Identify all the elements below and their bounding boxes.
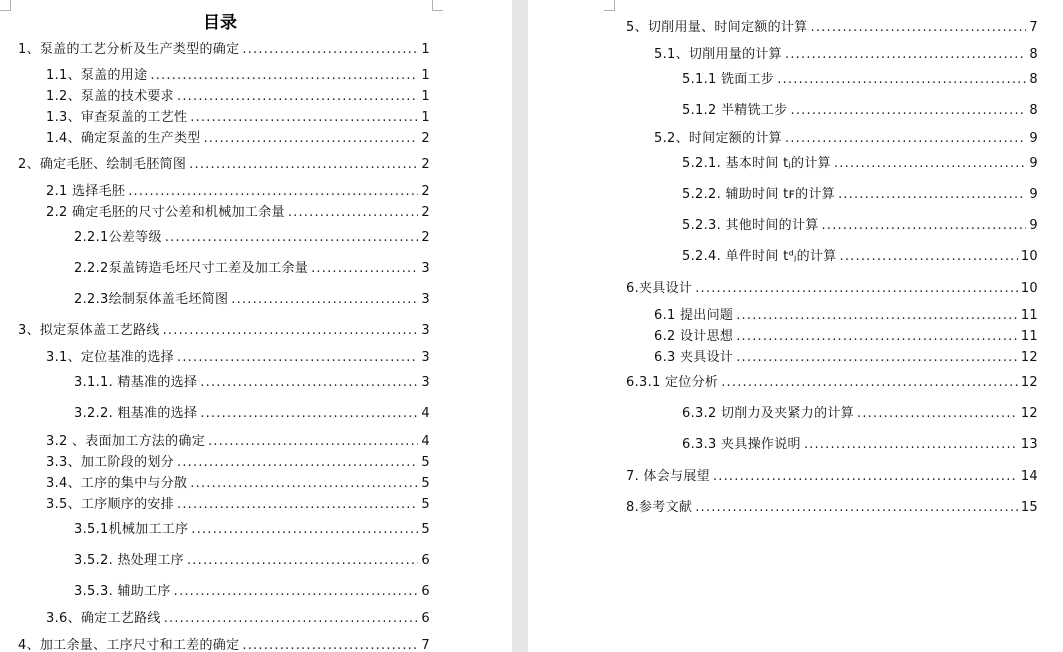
toc-entry[interactable] [46, 472, 430, 491]
toc-entry-label: 5.1.2 半精铣工步 [682, 103, 788, 118]
toc-entry[interactable] [682, 214, 1038, 233]
toc-dot-leader [736, 329, 1018, 344]
toc-entry-label: 8.参考文献 [626, 500, 693, 515]
toc-entry-label: 3、拟定泵体盖工艺路线 [18, 323, 160, 338]
toc-entry-label: 5.2.3. 其他时间的计算 [682, 218, 819, 233]
toc-entry-label: 5.1、切削用量的计算 [654, 47, 782, 62]
toc-entry-label: 5.1.1 铣面工步 [682, 72, 775, 87]
toc-entry[interactable] [46, 346, 430, 365]
toc-entry-label: 5.2、时间定额的计算 [654, 131, 782, 146]
document-page-left [0, 0, 512, 652]
toc-entry[interactable] [46, 451, 430, 470]
toc-dot-leader [242, 42, 418, 57]
toc-page-number: 15 [1020, 500, 1038, 515]
toc-entry-label: 1、泵盖的工艺分析及生产类型的确定 [18, 42, 240, 57]
toc-entry-label: 3.1、定位基准的选择 [46, 350, 174, 365]
toc-entry[interactable] [654, 304, 1038, 323]
toc-dot-leader [177, 350, 418, 365]
toc-entry-label: 6.3.1 定位分析 [626, 375, 719, 390]
toc-page-number: 10 [1020, 281, 1038, 296]
toc-entry-label: 6.3 夹具设计 [654, 350, 734, 365]
toc-page-number: 3 [421, 350, 430, 365]
toc-entry-label: 5.2.4. 单件时间 tᵈⱼ的计算 [682, 249, 837, 264]
toc-dot-leader [200, 375, 418, 390]
toc-dot-leader [187, 553, 418, 568]
toc-entry-label: 3.3、加工阶段的划分 [46, 455, 174, 470]
toc-title: 目录 [203, 13, 237, 33]
toc-entry[interactable] [682, 68, 1038, 87]
toc-dot-leader [857, 406, 1018, 421]
toc-page-number: 1 [421, 68, 430, 83]
toc-dot-leader [777, 72, 1026, 87]
toc-entry-label: 3.1.1. 精基准的选择 [74, 375, 198, 390]
toc-entry[interactable] [654, 346, 1038, 365]
toc-entry[interactable] [626, 496, 1038, 515]
toc-entry[interactable] [654, 43, 1038, 62]
toc-entry[interactable] [18, 153, 430, 172]
toc-page-number: 5 [421, 497, 430, 512]
toc-dot-leader [164, 611, 419, 626]
toc-entry[interactable] [682, 245, 1038, 264]
toc-page-number: 8 [1029, 47, 1038, 62]
toc-dot-leader [713, 469, 1018, 484]
toc-dot-leader [163, 323, 419, 338]
toc-dot-leader [177, 455, 418, 470]
toc-page-number: 7 [421, 638, 430, 652]
toc-entry-label: 6.3.3 夹具操作说明 [682, 437, 801, 452]
toc-entry-label: 2.2 确定毛胚的尺寸公差和机械加工余量 [46, 205, 285, 220]
toc-entry[interactable] [46, 180, 430, 199]
toc-entry[interactable] [74, 288, 430, 307]
toc-dot-leader [721, 375, 1018, 390]
toc-page-number: 4 [421, 434, 430, 449]
toc-entry-label: 5、切削用量、时间定额的计算 [626, 20, 808, 35]
toc-entry[interactable] [682, 183, 1038, 202]
toc-entry[interactable] [626, 371, 1038, 390]
toc-dot-leader [804, 437, 1018, 452]
toc-entry[interactable] [74, 257, 430, 276]
toc-entry-label: 1.2、泵盖的技术要求 [46, 89, 174, 104]
toc-entry-label: 3.5.1机械加工工序 [74, 522, 189, 537]
toc-entry[interactable] [74, 371, 430, 390]
toc-entry[interactable] [682, 152, 1038, 171]
toc-entry[interactable] [18, 38, 430, 57]
toc-dot-leader [242, 638, 418, 652]
toc-page-number: 8 [1029, 103, 1038, 118]
toc-entry-label: 2.2.3绘制泵体盖毛坯简图 [74, 292, 229, 307]
toc-page-number: 2 [421, 131, 430, 146]
toc-entry[interactable] [654, 127, 1038, 146]
page-corner-mark [604, 0, 615, 11]
toc-page-number: 3 [421, 261, 430, 276]
toc-dot-leader [785, 131, 1026, 146]
toc-entry-label: 6.2 设计思想 [654, 329, 734, 344]
toc-entry-label: 3.2.2. 粗基准的选择 [74, 406, 198, 421]
toc-page-number: 13 [1020, 437, 1038, 452]
toc-dot-leader [204, 131, 419, 146]
toc-entry-label: 4、加工余量、工序尺寸和工差的确定 [18, 638, 240, 652]
toc-entry[interactable] [18, 319, 430, 338]
toc-dot-leader [165, 230, 419, 245]
toc-page-number: 6 [421, 584, 430, 599]
toc-dot-leader [311, 261, 418, 276]
toc-entry-label: 6.3.2 切削力及夹紧力的计算 [682, 406, 855, 421]
toc-entry-label: 7. 体会与展望 [626, 469, 710, 484]
toc-page-number: 5 [421, 455, 430, 470]
toc-entry[interactable] [74, 549, 430, 568]
toc-page-number: 14 [1020, 469, 1038, 484]
toc-entry[interactable] [682, 402, 1038, 421]
toc-entry-label: 3.6、确定工艺路线 [46, 611, 161, 626]
toc-page-number: 3 [421, 375, 430, 390]
toc-dot-leader [208, 434, 418, 449]
toc-dot-leader [150, 68, 418, 83]
toc-page-number: 9 [1029, 156, 1038, 171]
toc-dot-leader [840, 249, 1018, 264]
toc-dot-leader [177, 497, 418, 512]
toc-page-number: 10 [1020, 249, 1038, 264]
toc-dot-leader [177, 89, 418, 104]
toc-entry[interactable] [682, 99, 1038, 118]
toc-entry-label: 3.4、工序的集中与分散 [46, 476, 188, 491]
toc-entry-label: 6.夹具设计 [626, 281, 693, 296]
toc-dot-leader [736, 350, 1018, 365]
toc-dot-leader [785, 47, 1026, 62]
toc-page-number: 11 [1020, 308, 1038, 323]
toc-page-number: 9 [1029, 187, 1038, 202]
toc-entry[interactable] [626, 277, 1038, 296]
toc-page-number: 12 [1020, 406, 1038, 421]
toc-entry-label: 3.2 、表面加工方法的确定 [46, 434, 206, 449]
toc-page-number: 4 [421, 406, 430, 421]
toc-page-number: 3 [421, 323, 430, 338]
toc-entry-label: 1.3、审查泵盖的工艺性 [46, 110, 188, 125]
toc-dot-leader [695, 500, 1018, 515]
toc-page-number: 1 [421, 42, 430, 57]
toc-dot-leader [695, 281, 1018, 296]
toc-dot-leader [190, 110, 418, 125]
document-page-right [528, 0, 1063, 652]
toc-entry-label: 1.4、确定泵盖的生产类型 [46, 131, 201, 146]
toc-entry-label: 2.1 选择毛胚 [46, 184, 126, 199]
toc-entry[interactable] [46, 85, 430, 104]
toc-page-number: 9 [1029, 218, 1038, 233]
toc-entry-label: 3.5.3. 辅助工序 [74, 584, 171, 599]
toc-dot-leader [128, 184, 418, 199]
toc-dot-leader [190, 476, 418, 491]
toc-entry-label: 5.2.1. 基本时间 tⱼ的计算 [682, 156, 831, 171]
toc-dot-leader [288, 205, 419, 220]
toc-page-number: 1 [421, 89, 430, 104]
toc-entry-label: 2、确定毛胚、绘制毛胚简图 [18, 157, 187, 172]
toc-page-number: 5 [421, 522, 430, 537]
toc-entry-label: 5.2.2. 辅助时间 tꜰ的计算 [682, 187, 836, 202]
toc-page-number: 2 [421, 157, 430, 172]
toc-dot-leader [174, 584, 419, 599]
toc-dot-leader [191, 522, 418, 537]
toc-page-number: 8 [1029, 72, 1038, 87]
toc-page-number: 12 [1020, 350, 1038, 365]
toc-dot-leader [838, 187, 1026, 202]
toc-page-number: 6 [421, 553, 430, 568]
toc-entry-label: 2.2.2泵盖铸造毛坯尺寸工差及加工余量 [74, 261, 309, 276]
toc-entry[interactable] [46, 607, 430, 626]
toc-entry[interactable] [18, 634, 430, 652]
toc-entry[interactable] [46, 127, 430, 146]
toc-page-number: 6 [421, 611, 430, 626]
toc-page-number: 1 [421, 110, 430, 125]
toc-entry[interactable] [74, 580, 430, 599]
toc-page-number: 2 [421, 184, 430, 199]
toc-entry[interactable] [74, 226, 430, 245]
toc-entry-label: 3.5、工序顺序的安排 [46, 497, 174, 512]
toc-dot-leader [822, 218, 1027, 233]
toc-entry[interactable] [46, 430, 430, 449]
toc-page-number: 3 [421, 292, 430, 307]
toc-entry-label: 6.1 提出问题 [654, 308, 734, 323]
toc-entry[interactable] [46, 106, 430, 125]
toc-entry-label: 2.2.1公差等级 [74, 230, 162, 245]
toc-dot-leader [834, 156, 1026, 171]
toc-entry[interactable] [74, 402, 430, 421]
toc-entry[interactable] [626, 16, 1038, 35]
toc-page-number: 7 [1029, 20, 1038, 35]
toc-entry[interactable] [46, 201, 430, 220]
toc-entry[interactable] [74, 518, 430, 537]
toc-dot-leader [736, 308, 1018, 323]
toc-entry-label: 1.1、泵盖的用途 [46, 68, 148, 83]
toc-dot-leader [791, 103, 1027, 118]
toc-entry[interactable] [654, 325, 1038, 344]
toc-page-number: 9 [1029, 131, 1038, 146]
toc-page-number: 2 [421, 230, 430, 245]
toc-entry[interactable] [682, 433, 1038, 452]
toc-page-number: 11 [1020, 329, 1038, 344]
toc-entry-label: 3.5.2. 热处理工序 [74, 553, 184, 568]
toc-dot-leader [231, 292, 418, 307]
toc-page-number: 5 [421, 476, 430, 491]
toc-entry[interactable] [46, 64, 430, 83]
toc-page-number: 2 [421, 205, 430, 220]
toc-dot-leader [189, 157, 418, 172]
toc-page-number: 12 [1020, 375, 1038, 390]
toc-dot-leader [810, 20, 1026, 35]
toc-entry[interactable] [46, 493, 430, 512]
toc-entry[interactable] [626, 465, 1038, 484]
toc-dot-leader [200, 406, 418, 421]
